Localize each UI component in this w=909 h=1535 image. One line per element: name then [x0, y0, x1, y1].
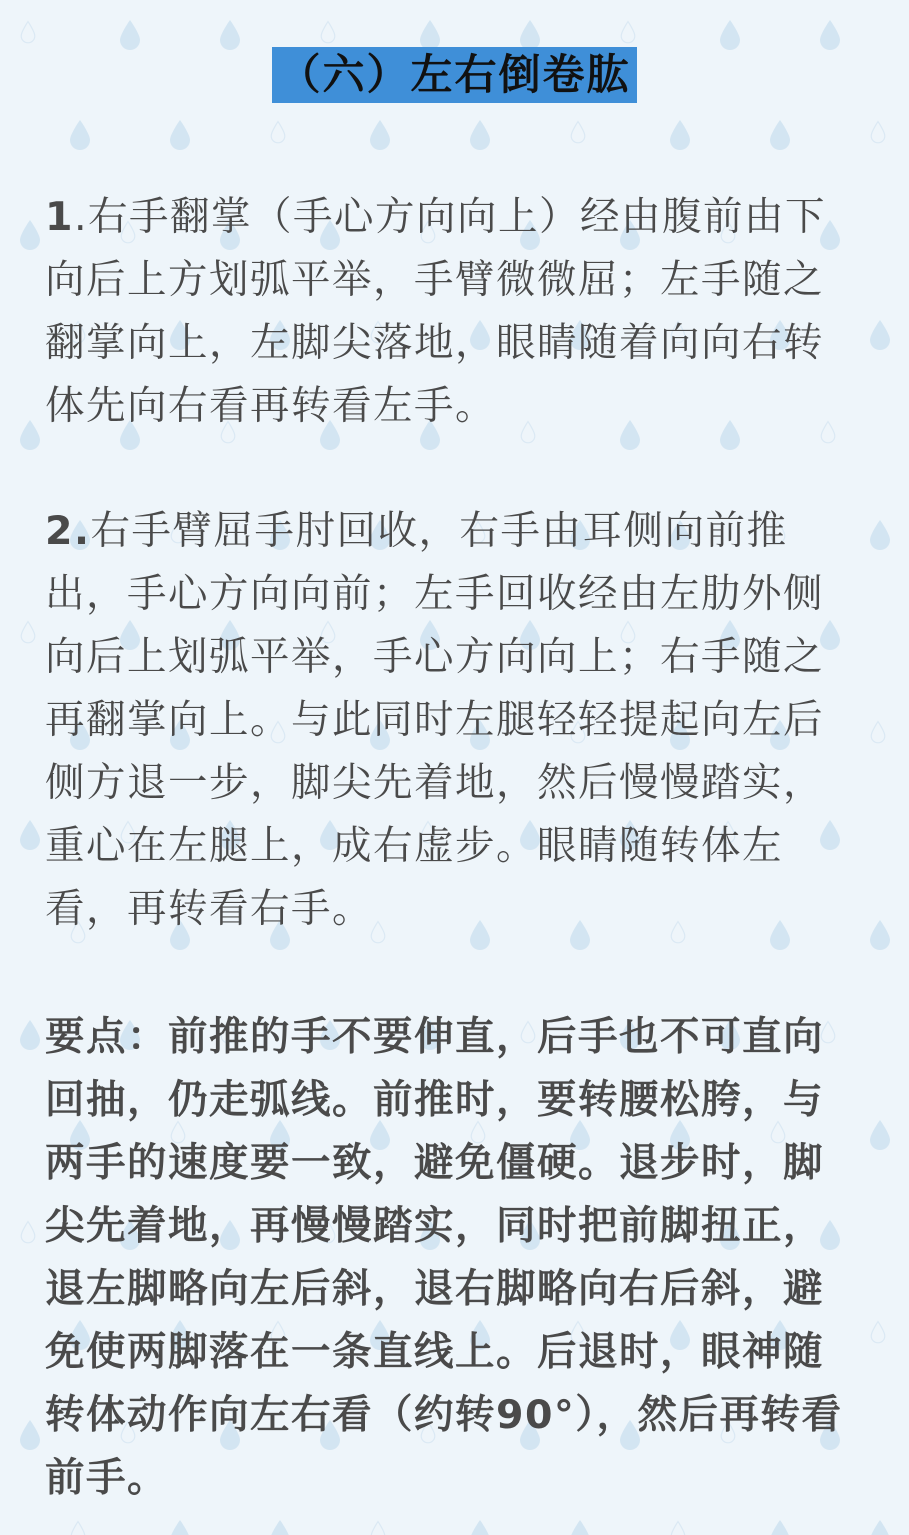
water-drop-icon [20, 820, 40, 850]
water-drop-icon [621, 22, 635, 43]
water-drop-icon [21, 1222, 35, 1243]
water-drop-icon [870, 1120, 890, 1150]
water-drop-icon [520, 20, 540, 50]
water-drop-icon [671, 1522, 685, 1535]
step-2-number: 2. [45, 508, 91, 554]
water-drop-icon [470, 120, 490, 150]
water-drop-icon [770, 120, 790, 150]
water-drop-icon [870, 320, 890, 350]
water-drop-icon [870, 920, 890, 950]
water-drop-icon [871, 722, 885, 743]
key-points-paragraph: 要点：前推的手不要伸直，后手也不可直向回抽，仍走弧线。前推时，要转腰松胯，与两手的速度要一致，避免僵硬。退步时，脚尖先着地，再慢慢踏实，同时把前脚扭正，退左脚略向左后斜，退右脚略向右后斜，避免使两脚落在一条直线上。后退时，眼神随转体动作向左右看（约转90°），然后再转看前手。 [45, 1014, 843, 1501]
water-drop-icon [20, 420, 40, 450]
water-drop-icon [21, 622, 35, 643]
water-drop-icon [670, 120, 690, 150]
step-2-paragraph [45, 500, 850, 941]
water-drop-icon [321, 22, 335, 43]
water-drop-icon [871, 1322, 885, 1343]
water-drop-icon [870, 1520, 890, 1535]
water-drop-icon [71, 1522, 85, 1535]
title-container [0, 47, 909, 103]
section-title: （六）左右倒卷肱 [272, 47, 636, 103]
water-drop-icon [271, 122, 285, 143]
water-drop-icon [270, 1520, 290, 1535]
water-drop-icon [371, 1522, 385, 1535]
water-drop-icon [820, 20, 840, 50]
step-1-text: .右手翻掌（手心方向向上）经由腹前由下向后上方划弧平举，手臂微微屈；左手随之翻掌向上，左脚尖落地，眼睛随着向向右转体先向右看再转看左手。 [45, 194, 827, 429]
water-drop-icon [20, 220, 40, 250]
water-drop-icon [20, 1020, 40, 1050]
water-drop-icon [170, 1520, 190, 1535]
water-drop-icon [420, 20, 440, 50]
water-drop-icon [720, 20, 740, 50]
water-drop-icon [870, 520, 890, 550]
step-2-text: 右手臂屈手肘回收，右手由耳侧向前推出，手心方向向前；左手回收经由左肋外侧向后上划弧平举，手心方向向上；右手随之再翻掌向上。与此同时左腿轻轻提起向左后侧方退一步，脚尖先着地，然后慢慢踏实，重心在左腿上，成右虚步。眼睛随转体左看，再转看右手。 [45, 508, 824, 932]
water-drop-icon [170, 120, 190, 150]
water-drop-icon [120, 20, 140, 50]
water-drop-icon [21, 22, 35, 43]
water-drop-icon [470, 1520, 490, 1535]
water-drop-icon [220, 20, 240, 50]
step-1-paragraph [45, 186, 850, 438]
water-drop-icon [70, 120, 90, 150]
step-1-number: 1 [45, 194, 74, 240]
water-drop-icon [571, 122, 585, 143]
water-drop-icon [770, 1520, 790, 1535]
water-drop-icon [20, 1420, 40, 1450]
water-drop-icon [570, 1520, 590, 1535]
water-drop-icon [871, 122, 885, 143]
water-drop-icon [370, 120, 390, 150]
